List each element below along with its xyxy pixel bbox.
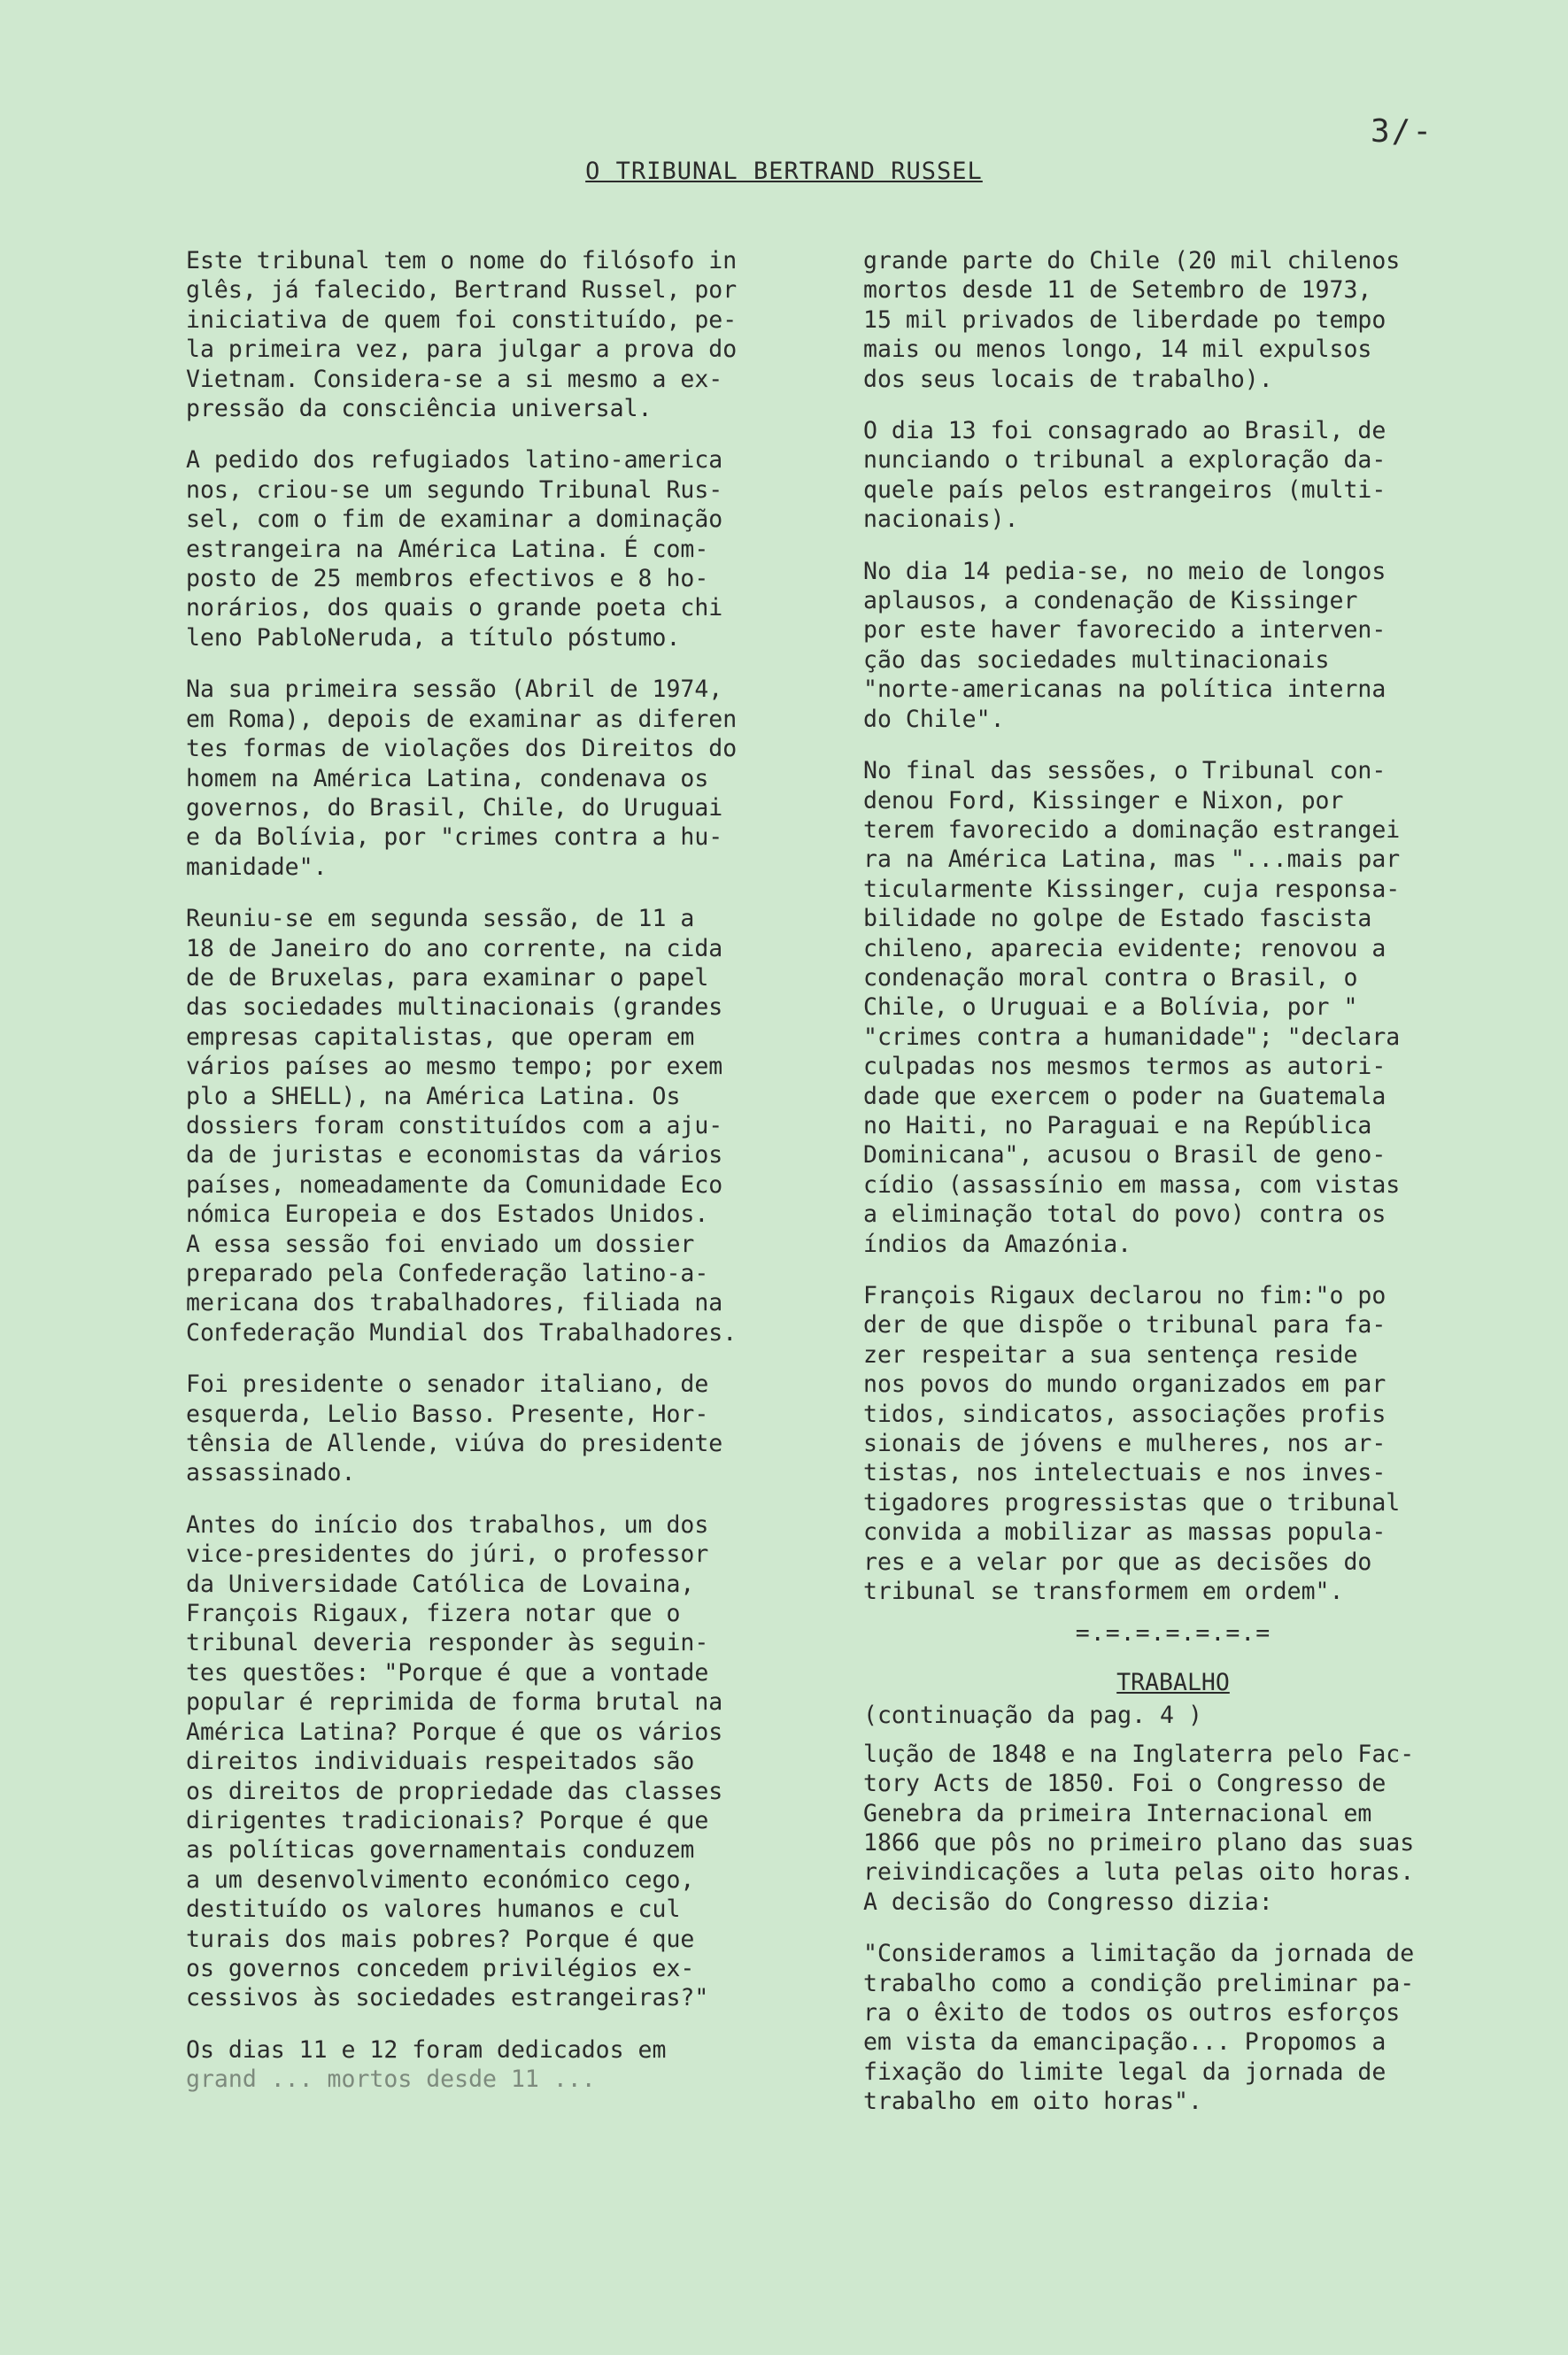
page-number: 3/-: [1371, 113, 1434, 150]
paragraph: "Consideramos a limitação da jornada de trabalho como a condição preliminar pa- ra o êxito de todos os outros esforços em vista da emancipação... Propomos a fixação do limite legal da jornada de trabalho em oito horas".: [863, 1940, 1415, 2116]
faded-line: grand ... mortos desde 11 ...: [186, 2065, 596, 2094]
section-divider: =.=.=.=.=.=.=: [1075, 1619, 1271, 1648]
paragraph: Foi presidente o senador italiano, de esquerda, Lelio Basso. Presente, Hor- tênsia de Allende, viúva do presidente assassinado.: [186, 1371, 723, 1487]
paragraph: grande parte do Chile (20 mil chilenos mortos desde 11 de Setembro de 1973, 15 mil privados de liberdade po tempo mais ou menos longo, 14 mil expulsos dos seus locais de trabalho).: [863, 247, 1401, 393]
paragraph: lução de 1848 e na Inglaterra pelo Fac- tory Acts de 1850. Foi o Congresso de Genebra da primeira Internacional em 1866 que pôs no primeiro plano das suas reivindicações a luta pelas oito horas. A decisão do Congresso dizia:: [863, 1740, 1415, 1916]
paragraph: O dia 13 foi consagrado ao Brasil, de nunciando o tribunal a exploração da- quele país pelos estrangeiros (multi- nacionais).: [863, 417, 1386, 534]
paragraph: No dia 14 pedia-se, no meio de longos aplausos, a condenação de Kissinger por este haver favorecido a interven- ção das sociedades multinacionais "norte-americanas na política interna do Chile".: [863, 557, 1386, 733]
article-title: O TRIBUNAL BERTRAND RUSSEL: [585, 158, 983, 185]
right-column: [863, 246, 1483, 2139]
paragraph: A pedido dos refugiados latino-america nos, criou-se um segundo Tribunal Rus- sel, com o fim de examinar a dominação estrangeira na América Latina. É com- posto de 25 membros efectivos e 8 ho- norários, dos quais o grande poeta chi leno PabloNeruda, a título póstumo.: [186, 446, 723, 652]
paragraph: François Rigaux declarou no fim:"o po der de que dispõe o tribunal para fa- zer respeitar a sua sentença reside nos povos do mundo organizados em par tidos, sindicatos, associações profis sionais de jóvens e mulheres, nos ar- tistas, nos intelectuais e nos inves- tigadores progressistas que o tribunal convida a mobilizar as massas popula- res e a velar por que as decisões do tribunal se transformem em ordem".: [863, 1282, 1401, 1606]
paragraph: Este tribunal tem o nome do filósofo in glês, já falecido, Bertrand Russel, por iniciativa de quem foi constituído, pe- la primeira vez, para julgar a prova do Vietnam. Considera-se a si mesmo a ex- pressão da consciência universal.: [186, 247, 738, 423]
left-column: [186, 246, 823, 2095]
paragraph: Os dias 11 e 12 foram dedicados em: [186, 2035, 667, 2064]
continuation-note: (continuação da pag. 4 ): [863, 1702, 1202, 1730]
paragraph: Antes do início dos trabalhos, um dos vice-presidentes do júri, o professor da Universidade Católica de Lovaina, François Rigaux, fizera notar que o tribunal deveria responder às seguin- tes questões: "Porque é que a vontade popular é reprimida de forma brutal na América Latina? Porque é que os vários direitos individuais respeitados são os direitos de propriedade das classes dirigentes tradicionais? Porque é que as políticas governamentais conduzem a um desenvolvimento económico cego, destituído os valores humanos e cul turais dos mais pobres? Porque é que os governos concedem privilégios ex- cessivos às sociedades estrangeiras?": [186, 1510, 723, 2012]
section-title: TRABALHO: [1116, 1668, 1230, 1696]
paragraph: No final das sessões, o Tribunal con- denou Ford, Kissinger e Nixon, por terem favorecido a dominação estrangei ra na América Latina, mas "...mais par ticularmente Kissinger, cuja responsa- bilidade no golpe de Estado fascista chileno, aparecia evidente; renovou a condenação moral contra o Brasil, o Chile, o Uruguai e a Bolívia, por " "crimes contra a humanidade"; "declara culpadas nos mesmos termos as autori- dade que exercem o poder na Guatemala no Haiti, no Paraguai e na República Dominicana", acusou o Brasil de geno- cídio (assassínio em massa, com vistas a eliminação total do povo) contra os índios da Amazónia.: [863, 757, 1401, 1258]
paragraph: Reuniu-se em segunda sessão, de 11 a 18 de Janeiro do ano corrente, na cida de de Bruxelas, para examinar o papel das sociedades multinacionais (grandes empresas capitalistas, que operam em vários países ao mesmo tempo; por exem plo a SHELL), na América Latina. Os dossiers foram constituídos com a aju- da de juristas e economistas da vários países, nomeadamente da Comunidade Eco nómica Europeia e dos Estados Unidos. A essa sessão foi enviado um dossier preparado pela Confederação latino-a- mericana dos trabalhadores, filiada na Confederação Mundial dos Trabalhadores.: [186, 905, 738, 1347]
paragraph: Na sua primeira sessão (Abril de 1974, em Roma), depois de examinar as diferen tes formas de violações dos Direitos do homem na América Latina, condenava os governos, do Brasil, Chile, do Uruguai e da Bolívia, por "crimes contra a hu- manidade".: [186, 676, 738, 881]
